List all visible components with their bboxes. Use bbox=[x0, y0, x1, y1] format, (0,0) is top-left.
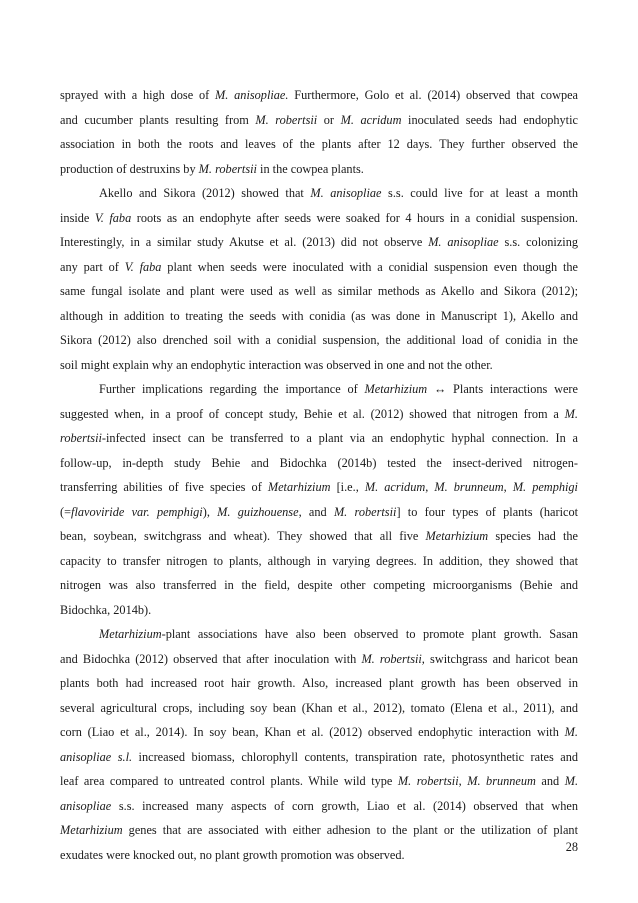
text-line: suggested when, in a proof of concept study, Behie et al. (2012) showed that nitrogen from a M. bbox=[60, 406, 578, 421]
text-line: follow-up, in-depth study Behie and Bidochka (2014b) tested the insect-derived nitrogen- bbox=[60, 455, 578, 470]
text-line: same fungal isolate and plant were used as well as similar methods as Akello and Sikora (2012); bbox=[60, 284, 578, 298]
italic-term: Metarhizium bbox=[99, 627, 162, 641]
italic-term: M. brunneum bbox=[467, 774, 536, 788]
italic-term: M. pemphigi bbox=[512, 480, 578, 494]
text-line: several agricultural crops, including soy bean (Khan et al., 2012), tomato (Elena et al., 2011), and bbox=[60, 700, 578, 715]
italic-term: M. acridum bbox=[364, 480, 426, 494]
text-line: inside V. faba roots as an endophyte after seeds were soaked for 4 hours in a conidial suspension. bbox=[60, 210, 579, 225]
italic-term: M. anisopliae. bbox=[215, 88, 289, 102]
italic-term: M. anisopliae bbox=[428, 235, 499, 249]
text-line: Interestingly, in a similar study Akutse et al. (2013) did not observe M. anisopliae s.s. colonizing bbox=[60, 235, 579, 249]
text-line: any part of V. faba plant when seeds were inoculated with a conidial suspension even though the bbox=[60, 259, 579, 274]
page-number: 28 bbox=[565, 840, 578, 854]
text-line: Metarhizium genes that are associated with either adhesion to the plant or the utilization of plant bbox=[60, 823, 578, 837]
italic-term: M. anisopliae bbox=[310, 186, 382, 200]
text-line: and cucumber plants resulting from M. robertsii or M. acridum inoculated seeds had endophytic bbox=[60, 112, 578, 127]
text-line: capacity to transfer nitrogen to plants, although in varying degrees. In addition, they showed that bbox=[60, 553, 578, 568]
italic-term: M. robertsii bbox=[198, 161, 257, 176]
text-line: Further implications regarding the importance of Metarhizium ↔ Plants interactions were bbox=[99, 382, 578, 396]
italic-term: anisopliae bbox=[60, 798, 112, 813]
italic-term: Metarhizium bbox=[60, 823, 123, 837]
text-line: robertsii-infected insect can be transferred to a plant via an endophytic hyphal connection. In a bbox=[60, 431, 578, 445]
text-line: nitrogen was also transferred in the field, despite other competing microorganisms (Behie and bbox=[60, 578, 578, 592]
text-line: Akello and Sikora (2012) showed that M. anisopliae s.s. could live for at least a month bbox=[99, 186, 578, 200]
paragraph bbox=[60, 83, 578, 181]
italic-term: Metarhizium bbox=[425, 529, 489, 543]
paragraph bbox=[60, 181, 578, 377]
italic-term: M. robertsii bbox=[333, 504, 397, 519]
italic-term: M. brunneum bbox=[434, 480, 504, 494]
italic-term: M. robertsii, bbox=[361, 651, 425, 666]
italic-term: M. bbox=[564, 725, 578, 739]
text-line: Sikora (2012) also drenched soil with a conidial suspension, the additional load of conidia in the bbox=[60, 333, 578, 347]
text-line: Bidochka, 2014b). bbox=[60, 602, 152, 617]
italic-term: M. robertsii bbox=[255, 112, 318, 127]
text-line: transferring abilities of five species of Metarhizium [i.e., M. acridum, M. brunneum, M. pemphigi bbox=[60, 480, 578, 494]
text-line: (=flavoviride var. pemphigi), M. guizhouense, and M. robertsii] to four types of plants (haricot bbox=[60, 504, 579, 519]
text-line: exudates were knocked out, no plant growth promotion was observed. bbox=[60, 847, 405, 862]
italic-term: anisopliae s.l. bbox=[60, 749, 133, 764]
text-line: production of destruxins by M. robertsii in the cowpea plants. bbox=[60, 161, 364, 176]
document-body bbox=[60, 83, 578, 867]
text-line: anisopliae s.s. increased many aspects of corn growth, Liao et al. (2014) observed that when bbox=[60, 798, 578, 813]
italic-term: M. bbox=[564, 774, 579, 788]
italic-term: M. bbox=[564, 406, 578, 421]
italic-term: Metarhizium bbox=[364, 382, 428, 396]
paragraph bbox=[60, 622, 578, 867]
text-line: leaf area compared to untreated control plants. While wild type M. robertsii, M. brunneum and M. bbox=[60, 774, 579, 788]
italic-term: M. robertsii bbox=[397, 774, 459, 788]
text-line: although in addition to treating the seeds with conidia (as was done in Manuscript 1), Akello and bbox=[60, 308, 578, 323]
text-line: and Bidochka (2012) observed that after inoculation with M. robertsii, switchgrass and haricot bean bbox=[60, 651, 578, 666]
text-line: Metarhizium-plant associations have also been observed to promote plant growth. Sasan bbox=[99, 627, 578, 641]
text-line: association in both the roots and leaves of the plants after 12 days. They further observed the bbox=[60, 137, 578, 151]
italic-term: robertsii bbox=[60, 431, 102, 445]
italic-term: V. faba bbox=[94, 210, 132, 225]
paragraph bbox=[60, 377, 578, 622]
italic-term: M. guizhouense bbox=[217, 504, 299, 519]
italic-term: V. faba bbox=[124, 259, 162, 274]
text-line: anisopliae s.l. increased biomass, chlorophyll contents, transpiration rate, photosynthetic rates and bbox=[60, 749, 578, 764]
italic-term: Metarhizium bbox=[267, 480, 331, 494]
text-line: plants both had increased root hair growth. Also, increased plant growth has been observed in bbox=[60, 676, 578, 690]
italic-term: flavoviride var. pemphigi bbox=[71, 504, 203, 519]
text-line: sprayed with a high dose of M. anisopliae. Furthermore, Golo et al. (2014) observed that cowpea bbox=[60, 88, 579, 102]
text-line: bean, soybean, switchgrass and wheat). They showed that all five Metarhizium species had the bbox=[60, 529, 579, 543]
text-line: corn (Liao et al., 2014). In soy bean, Khan et al. (2012) observed endophytic interaction with M. bbox=[60, 725, 578, 739]
italic-term: M. acridum bbox=[340, 112, 402, 127]
text-line: soil might explain why an endophytic interaction was observed in one and not the other. bbox=[60, 357, 493, 372]
